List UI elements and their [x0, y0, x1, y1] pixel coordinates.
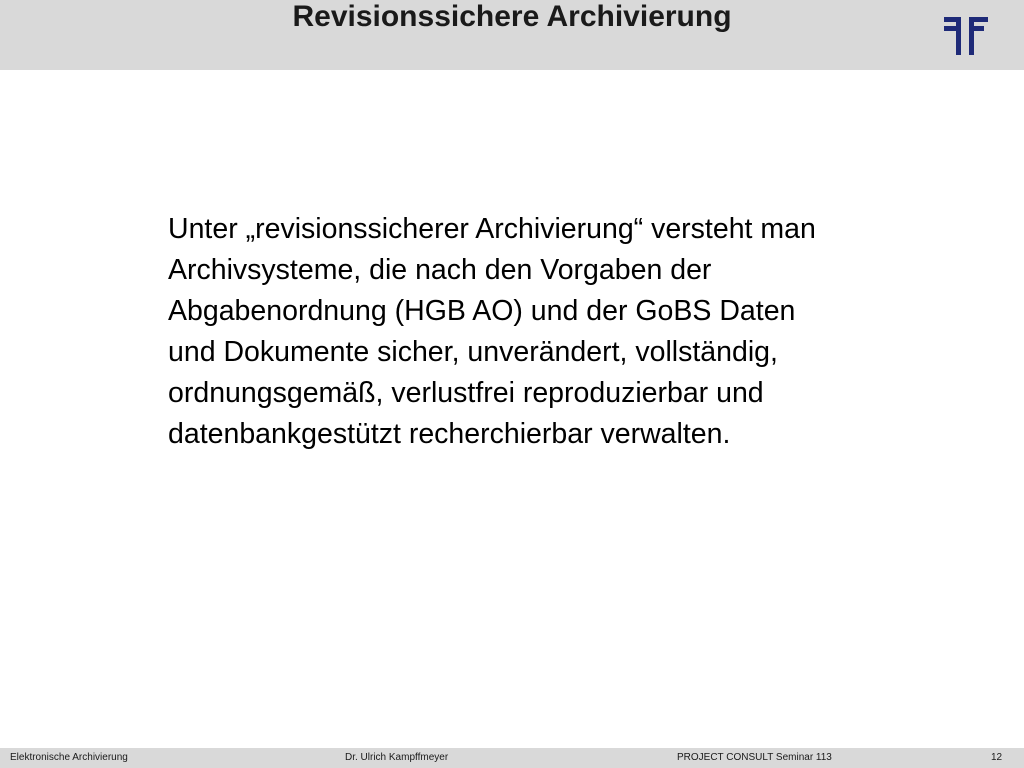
slide-title: Revisionssichere Archivierung: [292, 0, 732, 33]
header-band: [0, 0, 1024, 70]
paragraph-line: Abgabenordnung (HGB AO) und der GoBS Daten: [168, 295, 796, 327]
footer-author: Dr. Ulrich Kampffmeyer: [345, 752, 449, 763]
paragraph-line: Unter „revisionssicherer Archivierung“ versteht man: [168, 213, 816, 245]
paragraph-line: ordnungsgemäß, verlustfrei reproduzierbar und: [168, 377, 764, 409]
definition-paragraph: [168, 209, 968, 455]
paragraph-line: und Dokumente sicher, unverändert, vollständig,: [168, 336, 778, 368]
paragraph-line: datenbankgestützt recherchierbar verwalten.: [168, 418, 731, 450]
footer-topic: Elektronische Archivierung: [10, 752, 128, 763]
footer-seminar: PROJECT CONSULT Seminar 113: [677, 752, 832, 763]
paragraph-line: Archivsysteme, die nach den Vorgaben der: [168, 254, 712, 286]
footer-band: [0, 748, 1024, 768]
project-consult-logo-icon: [942, 14, 994, 58]
page-number: 12: [991, 752, 1003, 763]
